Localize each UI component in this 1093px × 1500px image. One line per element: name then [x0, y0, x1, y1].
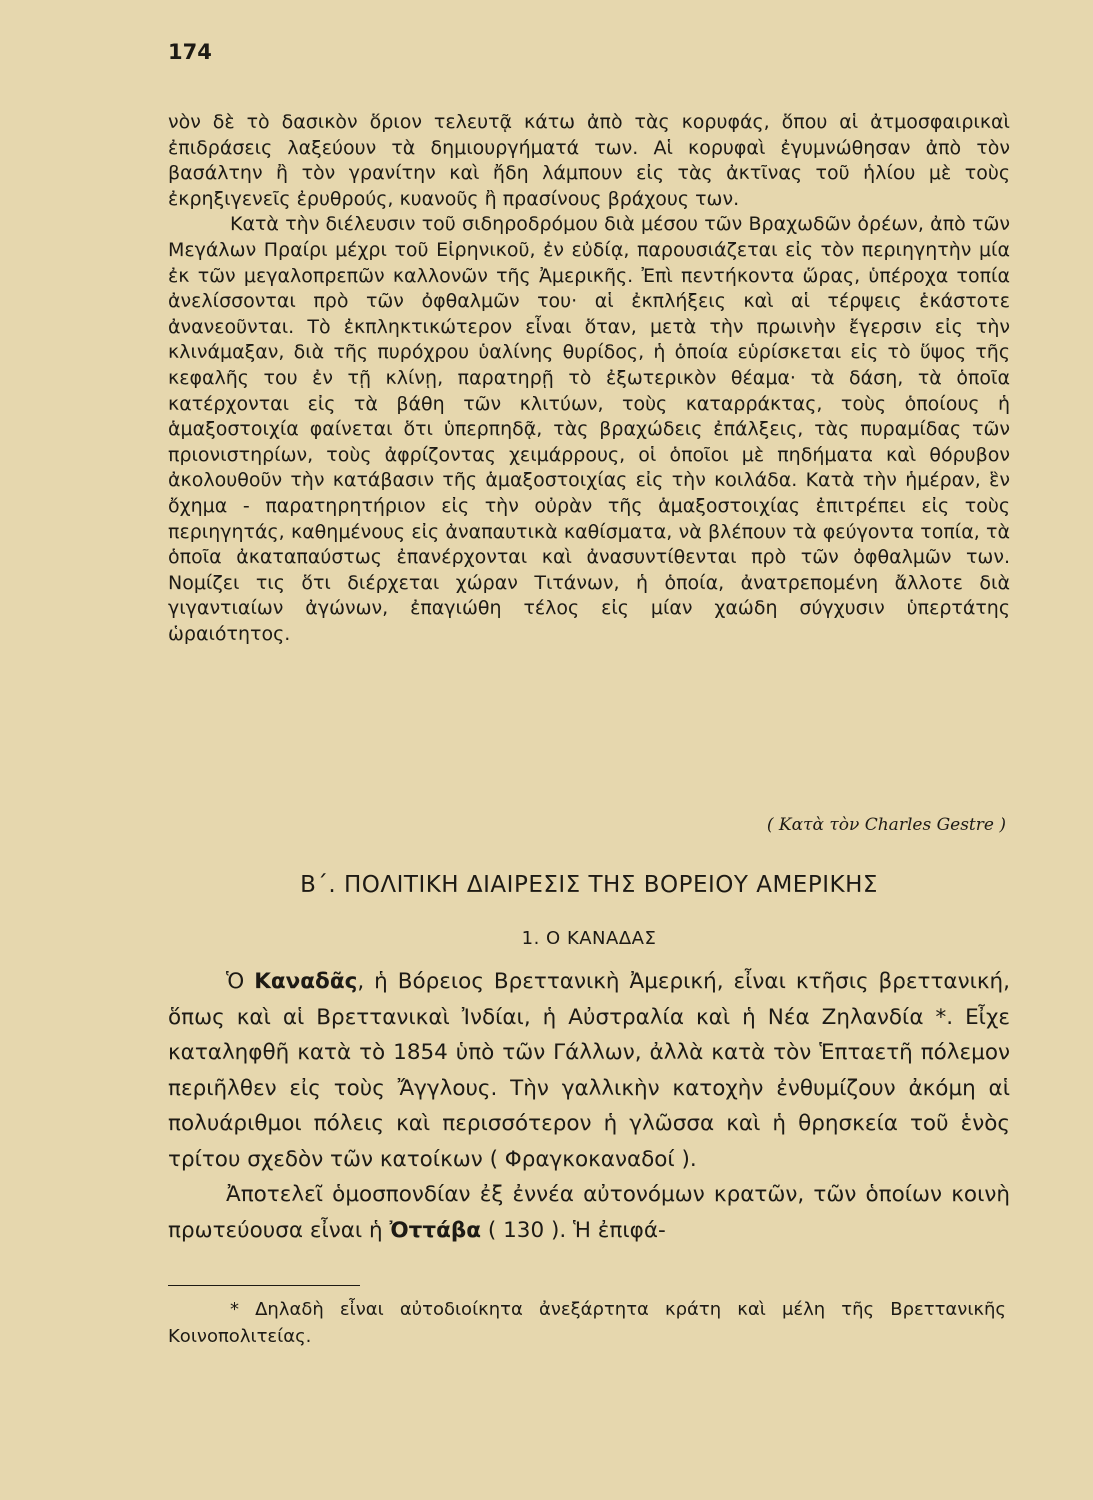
canada-text-block [168, 964, 1010, 1248]
paragraph-railway: Κατὰ τὴν διέλευσιν τοῦ σιδηροδρόμου διὰ μέσου τῶν Βραχωδῶν ὀρέων, ἀπὸ τῶν Μεγάλων Πραίρι μέχρι τοῦ Εἰρηνικοῦ, ἐν εὐδίᾳ, παρουσιάζεται εἰς τὸν περιηγητὴν μία ἐκ τῶν μεγαλοπρεπῶν καλλονῶν τῆς Ἀμερικῆς. Ἐπὶ πεντήκοντα ὥρας, ὑπέροχα τοπία ἀνελίσσονται πρὸ τῶν ὀφθαλμῶν του· αἱ ἐκπλήξεις καὶ αἱ τέρψεις ἑκάστοτε ἀνανεοῦνται. Τὸ ἐκπληκτικώτερον εἶναι ὅταν, μετὰ τὴν πρωινὴν ἔγερσιν εἰς τὴν κλινάμαξαν, διὰ τῆς πυρόχρου ὑαλίνης θυρίδος, ἡ ὁποία εὑρίσκεται εἰς τὸ ὕψος τῆς κεφαλῆς του ἐν τῇ κλίνῃ, παρατηρῇ τὸ ἐξωτερικὸν θέαμα· τὰ δάση, τὰ ὁποῖα κατέρχονται εἰς τὰ βάθη τῶν κλιτύων, τοὺς καταρράκτας, τοὺς ὁποίους ἡ ἁμαξοστοιχία φαίνεται ὅτι ὑπερπηδᾷ, τὰς βραχώδεις ἐπάλξεις, τὰς πυραμίδας τῶν πριονιστηρίων, τοὺς ἀφρίζοντας χειμάρρους, οἱ ὁποῖοι μὲ πηδήματα καὶ θόρυβον ἀκολουθοῦν τὴν κατάβασιν τῆς ἁμαξοστοιχίας εἰς τὴν κοιλάδα. Κατὰ τὴν ἡμέραν, ἓν ὄχημα - παρατηρητήριον εἰς τὴν οὐρὰν τῆς ἁμαξοστοιχίας ἐπιτρέπει εἰς τοὺς περιηγητάς, καθημένους εἰς ἀναπαυτικὰ καθίσματα, νὰ βλέπουν τὰ φεύγοντα τοπία, τὰ ὁποῖα ἀκαταπαύστως ἐπανέρχονται καὶ ἀνασυντίθενται πρὸ τῶν ὀφθαλμῶν των. Νομίζει τις ὅτι διέρχεται χώραν Τιτάνων, ἡ ὁποία, ἀνατρεπομένη ἄλλοτε διὰ γιγαντιαίων ἀγώνων, ἐπαγιώθη τέλος εἰς μίαν χαώδη σύγχυσιν ὑπερτάτης ὡραιότητος. [168, 213, 1010, 645]
canada-p1-start: Ὁ [226, 969, 255, 994]
footnote-rule [168, 1285, 360, 1286]
section-heading: Β΄. ΠΟΛΙΤΙΚΗ ΔΙΑΙΡΕΣΙΣ ΤΗΣ ΒΟΡΕΙΟΥ ΑΜΕΡΙΚΗΣ [300, 872, 878, 898]
term-canada: Καναδᾶς [254, 969, 358, 994]
paragraph-canada-intro [168, 964, 1010, 1177]
footnote: * Δηλαδὴ εἶναι αὐτοδιοίκητα ἀνεξάρτητα κράτη καὶ μέλη τῆς Βρεττανικῆς Κοινοπολιτείας. [168, 1299, 1006, 1347]
term-ottawa: Ὀττάβα [389, 1217, 482, 1243]
attribution: ( Κατὰ τὸν Charles Gestre ) [766, 815, 1006, 835]
page-number: 174 [168, 40, 212, 64]
upper-text-block [168, 110, 1010, 647]
sub-heading: 1. Ο ΚΑΝΑΔΑΣ [521, 928, 657, 949]
canada-p1-rest: , ἡ Βόρειος Βρεττανικὴ Ἀμερική, εἶναι κτῆσις βρεττανική, ὅπως καὶ αἱ Βρεττανικαὶ Ἰνδίαι, ἡ Αὐστραλία καὶ ἡ Νέα Ζηλανδία *. Εἶχε καταληφθῆ κατὰ τὸ 1854 ὑπὸ τῶν Γάλλων, ἀλλὰ κατὰ τὸν Ἑπταετῆ πόλεμον περιῆλθεν εἰς τοὺς Ἄγγλους. Τὴν γαλλικὴν κατοχὴν ἐνθυμίζουν ἀκόμη αἱ πολυάριθμοι πόλεις καὶ περισσότερον ἡ γλῶσσα καὶ ἡ θρησκεία τοῦ ἑνὸς τρίτου σχεδὸν τῶν κατοίκων ( Φραγκοκαναδοί ). [168, 969, 1011, 1172]
canada-p2-rest: ( 130 ). Ἡ ἐπιφά- [481, 1217, 666, 1243]
paragraph-continuation: νὸν δὲ τὸ δασικὸν ὅριον τελευτᾷ κάτω ἀπὸ τὰς κορυφάς, ὅπου αἱ ἀτμοσφαιρικαὶ ἐπιδράσεις λαξεύουν τὰ δημιουργήματά των. Αἱ κορυφαὶ ἐγυμνώθησαν ἀπὸ τὸν βασάλτην ἢ τὸν γρανίτην καὶ ἤδη λάμπουν εἰς τὰς ἀκτῖνας τοῦ ἡλίου μὲ τοὺς ἐκρηξιγενεῖς ἐρυθρούς, κυανοῦς ἢ πρασίνους βράχους των. [168, 111, 1010, 210]
paragraph-canada-federation [168, 1177, 1010, 1248]
canada-p2-start: Ἀποτελεῖ ὁμοσπονδίαν ἐξ ἐννέα αὐτονόμων κρατῶν, τῶν ὁποίων κοινὴ πρωτεύουσα εἶναι ἡ [168, 1182, 1010, 1243]
